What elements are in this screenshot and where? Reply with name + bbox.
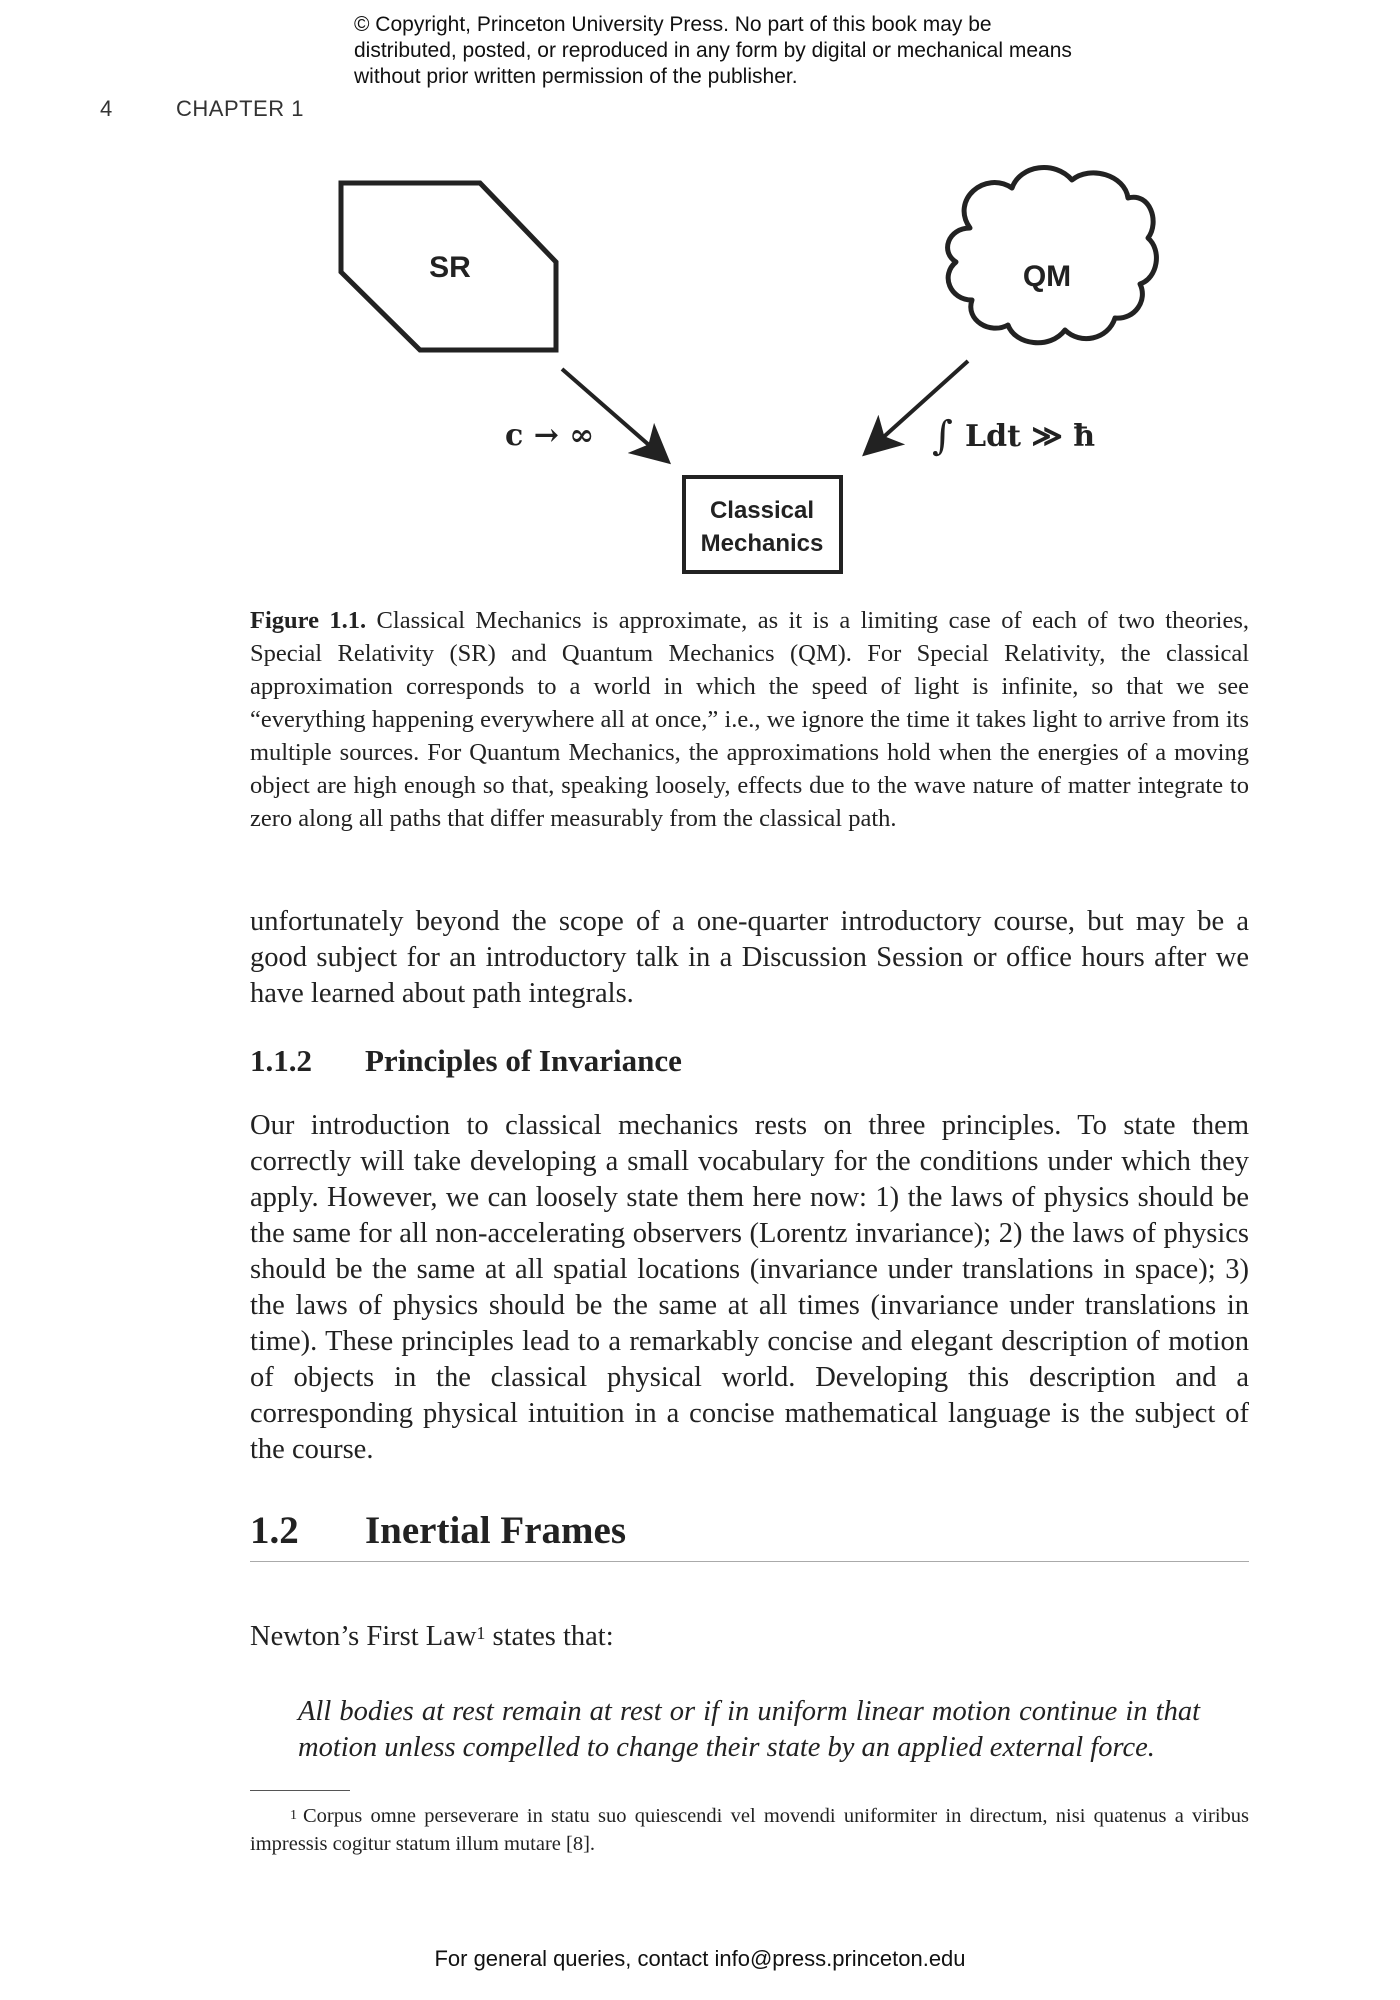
- contact-footer: For general queries, contact info@press.princeton.edu: [434, 1946, 966, 1971]
- cm-label-line2: Mechanics: [700, 530, 824, 557]
- left-arrow-label: c → ∞: [505, 418, 595, 453]
- paragraph-3: [250, 1619, 1249, 1655]
- integral-symbol: ∫: [932, 413, 953, 459]
- section-title: Principles of Invariance: [365, 1043, 682, 1078]
- paragraph-1: unfortunately beyond the scope of a one-quarter introductory course, but may be a good subject for an introductory talk in a Discussion Session or office hours after we have learned about path integrals.: [250, 906, 1249, 1009]
- classical-mechanics-box: [684, 477, 841, 572]
- section-heading-1-1-2: [250, 1043, 682, 1079]
- qm-label: QM: [1022, 260, 1072, 293]
- paragraph-2: Our introduction to classical mechanics rests on three principles. To state them correctly will take developing a small vocabulary for the conditions under which they apply. However, we can loosely state them here now: 1) the laws of physics should be the same for all non-accelerating observers (Lorentz invariance); 2) the laws of physics should be the same at all spatial locations (invariance under translations in space); 3) the laws of physics should be the same at all times (invariance under translations in time). These principles lead to a remarkably concise and elegant description of motion of objects in the classical physical world. Developing this description and a corresponding physical intuition in a concise mathematical language is the subject of the course.: [250, 1110, 1249, 1465]
- section-number: 1.1.2: [250, 1043, 312, 1078]
- cm-label-line1: Classical: [709, 497, 815, 524]
- footnote-text: Corpus omne perseverare in statu suo quiescendi vel movendi uniformiter in directum, nisi quatenus a viribus impressis cogitur statum illum mutare [8].: [250, 1805, 1249, 1855]
- caption-label: Figure 1.1.: [250, 607, 367, 634]
- section-heading-1-2: [250, 1508, 1249, 1562]
- figure-caption: [250, 604, 1249, 835]
- sr-label: SR: [429, 251, 471, 284]
- section-number: 1.2: [250, 1509, 299, 1552]
- caption-text: Classical Mechanics is approximate, as it is a limiting case of each of two theories, Special Relativity (SR) and Quantum Mechanics (QM). For Special Relativity, the classical approximation corresponds to a world in which the speed of light is infinite, so that we see “everything happening everywhere all at once,” i.e., we ignore the time it takes light to arrive from its multiple sources. For Quantum Mechanics, the approximations hold when the energies of a moving object are high enough so that, speaking loosely, effects due to the wave nature of matter integrate to zero along all paths that differ measurably from the classical path.: [250, 607, 1249, 832]
- footnote-mark: 1: [290, 1808, 297, 1823]
- paragraph-3-text: Newton’s First Law: [250, 1621, 477, 1652]
- footnote-divider: [250, 1790, 350, 1791]
- newton-law-quote: All bodies at rest remain at rest or if in uniform linear motion continue in that motion unless compelled to change their state by an applied external force.: [298, 1696, 1200, 1763]
- page-number: 4: [100, 96, 113, 121]
- footnote-reference[interactable]: 1: [476, 1623, 486, 1643]
- copyright-notice: © Copyright, Princeton University Press. No part of this book may be distributed, posted, or reproduced in any form by digital or mechanical means without prior written permission of the publisher.: [354, 13, 1072, 88]
- paragraph-3-text-end: states that:: [485, 1621, 614, 1652]
- figure-diagram: [0, 0, 1400, 600]
- qm-cloud-shape: [948, 168, 1157, 343]
- qm-to-cm-arrow: [868, 361, 968, 451]
- chapter-label: CHAPTER 1: [176, 96, 304, 121]
- footnote: [250, 1802, 1249, 1858]
- right-arrow-label: Ldt ≫ ħ: [965, 419, 1096, 454]
- section-title: Inertial Frames: [365, 1509, 627, 1552]
